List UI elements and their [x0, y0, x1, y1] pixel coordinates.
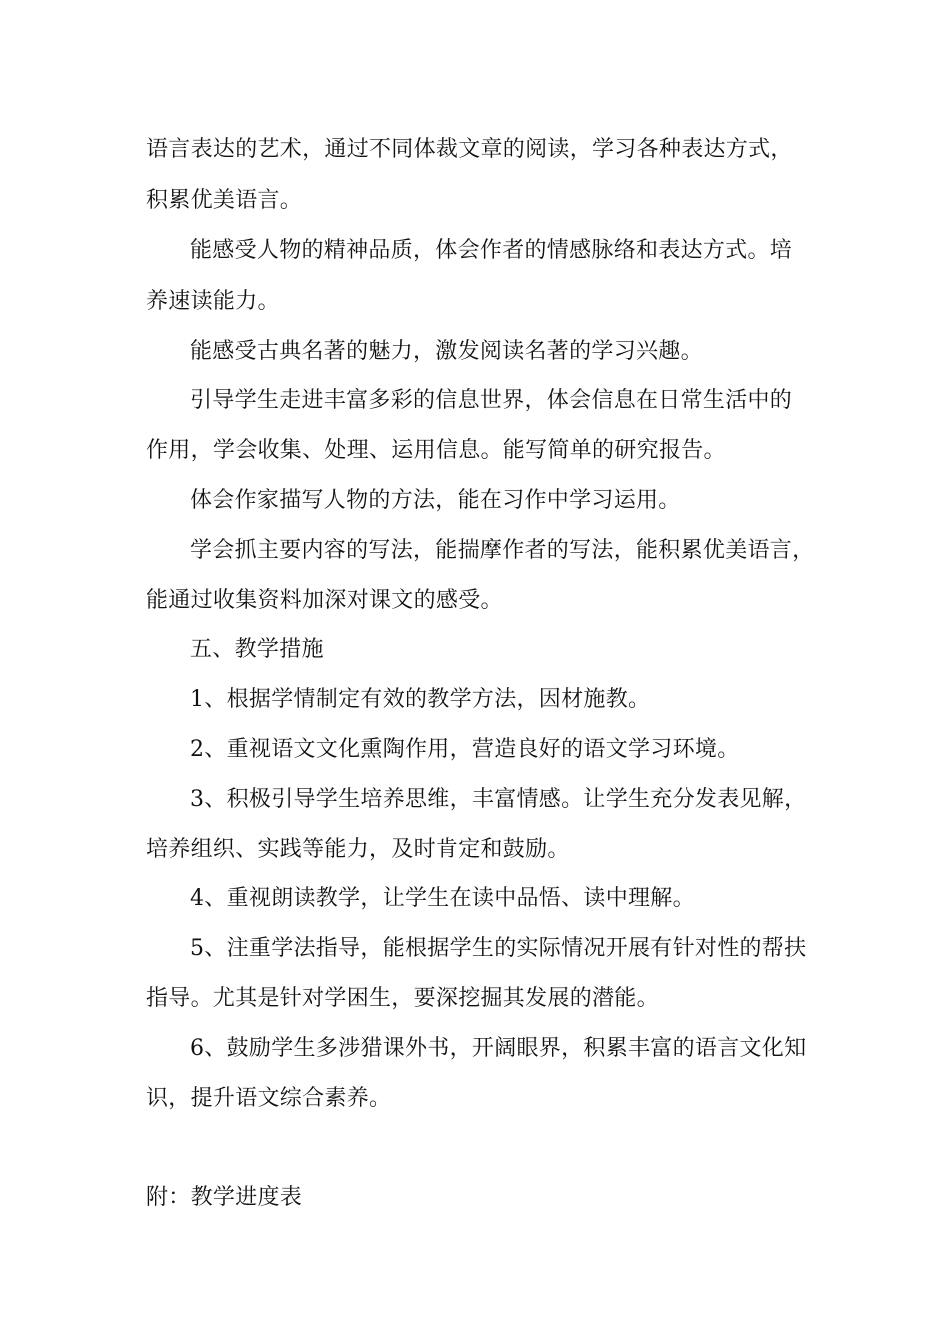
measure-line: 4、重视朗读教学，让学生在读中品悟、读中理解。 [190, 886, 695, 911]
measure-line: 培养组织、实践等能力，及时肯定和鼓励。 [146, 837, 570, 862]
section-heading: 五、教学措施 [190, 637, 324, 662]
paragraph-line: 引导学生走进丰富多彩的信息世界，体会信息在日常生活中的 [190, 388, 793, 413]
measure-line: 识，提升语文综合素养。 [146, 1086, 392, 1111]
measure-line: 指导。尤其是针对学困生，要深挖掘其发展的潜能。 [146, 986, 659, 1011]
paragraph-line: 养速读能力。 [146, 289, 280, 314]
measure-line: 1、根据学情制定有效的教学方法，因材施教。 [190, 687, 651, 712]
paragraph-line: 积累优美语言。 [146, 188, 303, 213]
measure-line: 2、重视语文文化熏陶作用，营造良好的语文学习环境。 [190, 737, 740, 762]
paragraph-line: 语言表达的艺术，通过不同体裁文章的阅读，学习各种表达方式， [146, 137, 793, 162]
paragraph-line: 学会抓主要内容的写法，能揣摩作者的写法，能积累优美语言， [190, 538, 815, 563]
appendix-title: 附：教学进度表 [146, 1185, 303, 1210]
paragraph-line: 体会作家描写人物的方法，能在习作中学习运用。 [190, 488, 681, 513]
measure-line: 6、鼓励学生多涉猎课外书，开阔眼界，积累丰富的语言文化知 [190, 1036, 807, 1061]
paragraph-line: 能感受古典名著的魅力，激发阅读名著的学习兴趣。 [190, 339, 703, 364]
paragraph-line: 能通过收集资料加深对课文的感受。 [146, 588, 503, 613]
measure-line: 3、积极引导学生培养思维，丰富情感。让学生充分发表见解， [190, 787, 807, 812]
paragraph-line: 能感受人物的精神品质，体会作者的情感脉络和表达方式。培 [190, 238, 793, 263]
measure-line: 5、注重学法指导，能根据学生的实际情况开展有针对性的帮扶 [190, 936, 807, 961]
paragraph-line: 作用，学会收集、处理、运用信息。能写简单的研究报告。 [146, 438, 726, 463]
